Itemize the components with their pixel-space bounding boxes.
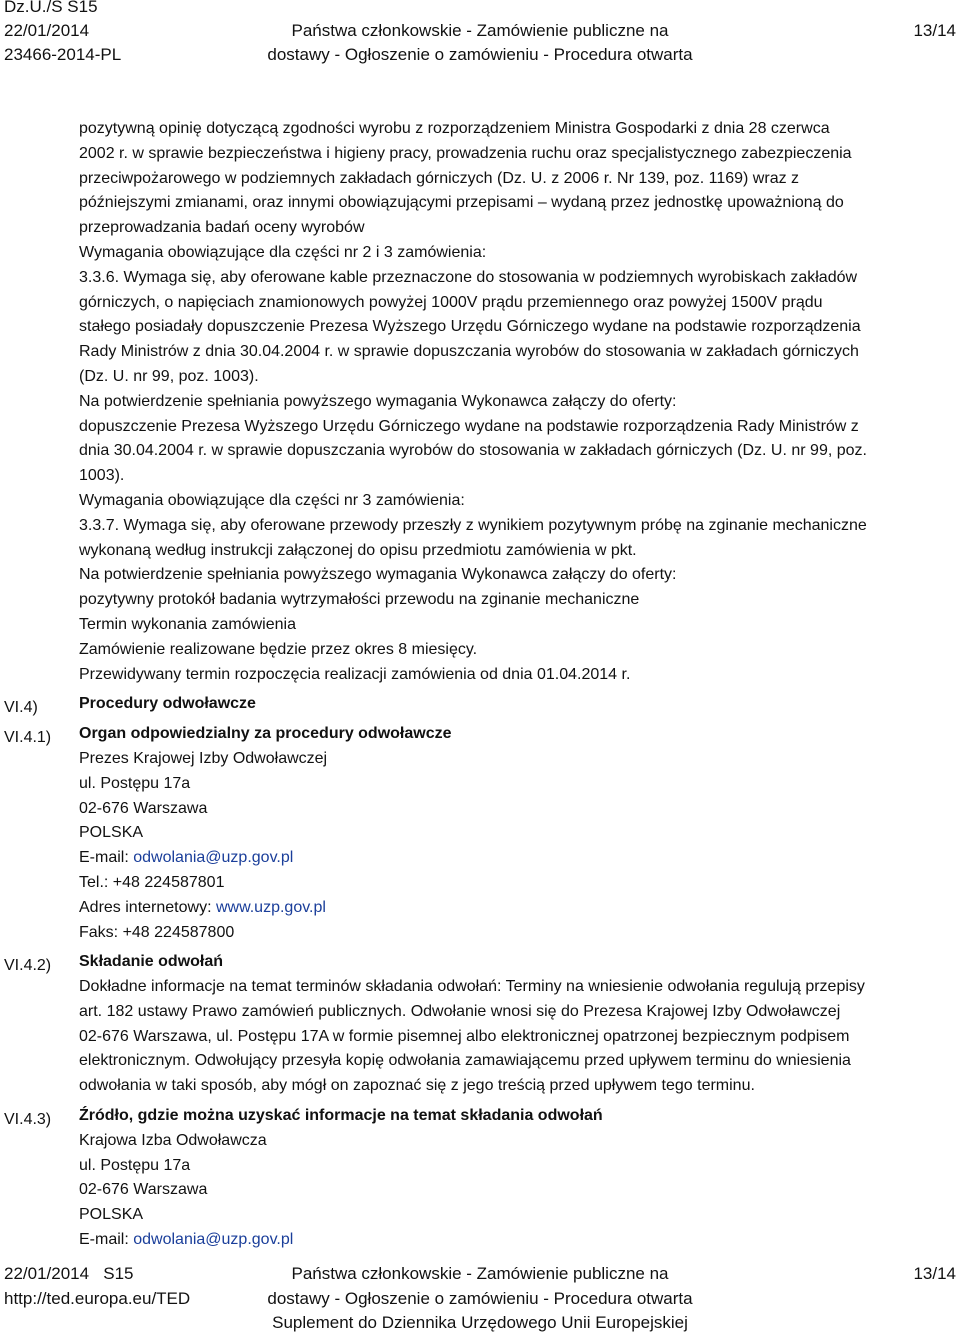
page-header	[0, 0, 960, 75]
organ-city: 02-676 Warszawa	[79, 799, 208, 817]
footer-date: 22/01/2014	[4, 1264, 90, 1283]
appeal-line: art. 182 ustawy Prawo zamówień publicznych. Odwołanie wnosi się do Prezesa Krajowej Izby Odwoławczej	[79, 1002, 841, 1020]
section-number-vi43: VI.4.3)	[4, 1111, 52, 1128]
footer-url-link[interactable]: http://ted.europa.eu/TED	[4, 1288, 191, 1308]
source-country: POLSKA	[79, 1206, 144, 1224]
organ-phone: Tel.: +48 224587801	[79, 873, 225, 891]
source-email-link[interactable]: odwolania@uzp.gov.pl	[133, 1231, 294, 1249]
body-line: stałego posiadały dopuszczenie Prezesa Wyższego Urzędu Górniczego wydane na podstawie rozporządzenia	[79, 318, 861, 336]
section-title-vi4: Procedury odwoławcze	[79, 695, 256, 713]
body-line: późniejszymi zmianami, oraz innymi obowiązującymi przepisami – wydaną przez jednostkę upoważnioną do	[79, 194, 844, 212]
body-line: Termin wykonania zamówienia	[79, 615, 296, 633]
body-line: 3.3.6. Wymaga się, aby oferowane kable przeznaczone do stosowania w podziemnych wyrobiskach zakładów	[79, 268, 858, 286]
body-line: 1003).	[79, 467, 125, 485]
section-number-vi4: VI.4)	[4, 699, 38, 716]
organ-website-row: Adres internetowy: www.uzp.gov.pl	[79, 898, 326, 916]
source-street: ul. Postępu 17a	[79, 1156, 191, 1174]
body-line: dopuszczenie Prezesa Wyższego Urzędu Górniczego wydane na podstawie rozporządzenia Rady Ministrów z	[79, 417, 859, 435]
organ-name: Prezes Krajowej Izby Odwoławczej	[79, 749, 328, 767]
footer-series: S15	[103, 1264, 134, 1283]
body-line: pozytywną opinię dotyczącą zgodności wyrobu z rozporządzeniem Ministra Gospodarki z dnia 28 czerwca	[79, 120, 830, 137]
body-line: Na potwierdzenie spełniania powyższego wymagania Wykonawca załączy do oferty:	[79, 566, 677, 584]
body-line: 3.3.7. Wymaga się, aby oferowane przewody przeszły z wynikiem pozytywnym próbę na zginanie mechaniczne	[79, 516, 867, 534]
header-doc-number: 23466-2014-PL	[4, 45, 122, 64]
body-line: Rady Ministrów z dnia 30.04.2004 r. w sprawie dopuszczania wyrobów do stosowania w zakładach górniczych	[79, 343, 859, 361]
body-line: przeciwpożarowego w podziemnych zakładach górniczych (Dz. U. z 2006 r. Nr 139, poz. 1169) wraz z	[79, 169, 800, 187]
footer-title: Państwa członkowskie - Zamówienie publiczne na dostawy - Ogłoszenie o zamówieniu - Procedura otwarta Suplement do Dziennika Urzędowego Unii Europejskiej	[267, 1264, 693, 1332]
organ-email-link[interactable]: odwolania@uzp.gov.pl	[133, 849, 294, 867]
body-line: przeprowadzania badań oceny wyrobów	[79, 219, 365, 237]
body-line: Wymagania obowiązujące dla części nr 3 zamówienia:	[79, 491, 465, 509]
appeal-line: odwołania w taki sposób, aby mógł on zapoznać się z jego treścią przed upływem tego terminu.	[79, 1077, 755, 1095]
body-line: Wymagania obowiązujące dla części nr 2 i 3 zamówienia:	[79, 243, 487, 261]
body-line: górniczych, o napięciach znamionowych powyżej 1000V prądu przemiennego oraz powyżej 1500V prądu	[79, 293, 823, 311]
appeal-line: Dokładne informacje na temat terminów składania odwołań: Terminy na wniesienie odwołania regulują przepisy	[79, 978, 865, 996]
appeal-line: 02-676 Warszawa, ul. Postępu 17A w formie pisemnej albo elektronicznej opatrzonej bezpiecznym podpisem	[79, 1027, 850, 1045]
source-city: 02-676 Warszawa	[79, 1181, 208, 1199]
section-number-vi41: VI.4.1)	[4, 729, 52, 746]
organ-country: POLSKA	[79, 824, 144, 842]
header-title: Państwa członkowskie - Zamówienie publiczne na dostawy - Ogłoszenie o zamówieniu - Procedura otwarta	[267, 21, 693, 64]
body-line: Przewidywany termin rozpoczęcia realizacji zamówienia od dnia 01.04.2014 r.	[79, 665, 631, 683]
body-line: pozytywny protokół badania wytrzymałości przewodu na zginanie mechaniczne	[79, 591, 640, 609]
journal-ref: Dz.U./S S15	[4, 0, 98, 16]
body-line: Na potwierdzenie spełniania powyższego wymagania Wykonawca załączy do oferty:	[79, 392, 677, 410]
organ-website-link[interactable]: www.uzp.gov.pl	[215, 898, 326, 916]
appeal-line: elektronicznym. Odwołujący przesyła kopię odwołania zamawiającemu przed upływem terminu do wniesienia	[79, 1052, 851, 1070]
body-line: wykonaną według instrukcji załączonej do opisu przedmiotu zamówienia w pkt.	[79, 541, 637, 559]
source-name: Krajowa Izba Odwoławcza	[79, 1131, 267, 1149]
section-title-vi41: Organ odpowiedzialny za procedury odwoławcze	[79, 725, 452, 743]
footer-page-number: 13/14	[913, 1264, 956, 1283]
organ-fax: Faks: +48 224587800	[79, 923, 235, 941]
header-date: 22/01/2014	[4, 21, 90, 40]
page-footer	[0, 1262, 960, 1334]
organ-email-row: E-mail: odwolania@uzp.gov.pl	[79, 849, 294, 867]
section-title-vi42: Składanie odwołań	[79, 953, 224, 971]
body-line: Zamówienie realizowane będzie przez okres 8 miesięcy.	[79, 640, 478, 658]
body-line: (Dz. U. nr 99, poz. 1003).	[79, 367, 259, 385]
organ-street: ul. Postępu 17a	[79, 774, 191, 792]
section-title-vi43: Źródło, gdzie można uzyskać informacje na temat składania odwołań	[79, 1107, 603, 1125]
header-page-number: 13/14	[913, 21, 956, 40]
document-body	[79, 117, 954, 1253]
body-line: dnia 30.04.2004 r. w sprawie dopuszczania wyrobów do stosowania w zakładach górniczych (Dz. U. nr 99, poz.	[79, 442, 867, 460]
source-email-row: E-mail: odwolania@uzp.gov.pl	[79, 1231, 294, 1249]
body-line: 2002 r. w sprawie bezpieczeństwa i higieny pracy, prowadzenia ruchu oraz specjalistycznego zabezpieczenia	[79, 144, 852, 162]
section-number-vi42: VI.4.2)	[4, 957, 52, 974]
